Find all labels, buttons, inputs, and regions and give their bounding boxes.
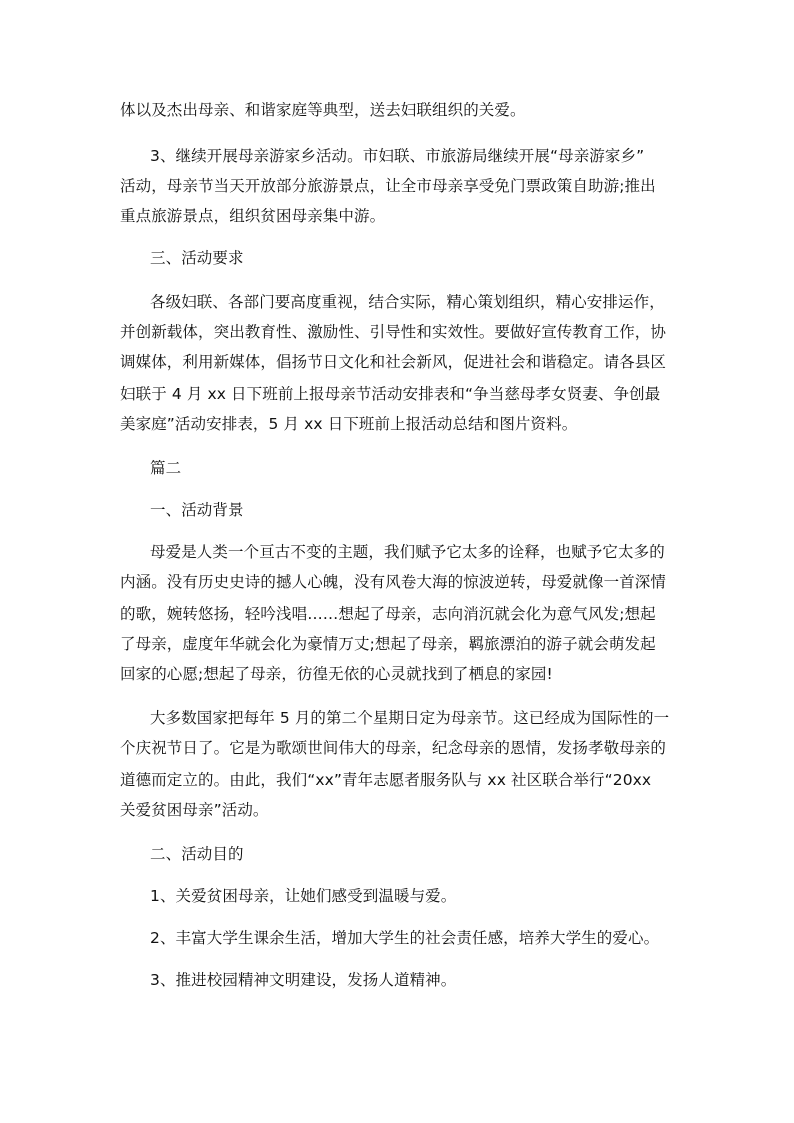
paragraph-line: 了母亲，虚度年华就会化为豪情万丈;想起了母亲，羁旅漂泊的游子就会萌发起 <box>120 635 656 653</box>
paragraph-line: 回家的心愿;想起了母亲，彷徨无依的心灵就找到了栖息的家园! <box>120 665 553 683</box>
list-item: 2、丰富大学生课余生活，增加大学生的社会责任感，培养大学生的爱心。 <box>150 929 660 947</box>
paragraph-line: 内涵。没有历史史诗的撼人心魄，没有风卷大海的惊波逆转，母爱就像一首深情 <box>120 573 667 591</box>
paragraph-line: 活动，母亲节当天开放部分旅游景点，让全市母亲享受免门票政策自助游;推出 <box>120 177 656 195</box>
paragraph-line: 妇联于 4 月 xx 日下班前上报母亲节活动安排表和“争当慈母孝女贤妻、争创最 <box>120 385 661 403</box>
paragraph-line: 个庆祝节日了。它是为歌颂世间伟大的母亲，纪念母亲的恩情，发扬孝敬母亲的 <box>120 739 667 757</box>
paragraph-line: 大多数国家把每年 5 月的第二个星期日定为母亲节。这已经成为国际性的一 <box>150 709 670 727</box>
paragraph-line: 美家庭”活动安排表，5 月 xx 日下班前上报活动总结和图片资料。 <box>120 415 578 433</box>
paragraph-line: 重点旅游景点，组织贫困母亲集中游。 <box>120 207 386 225</box>
paragraph-line: 关爱贫困母亲”活动。 <box>120 801 269 819</box>
paragraph-line: 调媒体，利用新媒体，倡扬节日文化和社会新风，促进社会和谐稳定。请各县区 <box>120 353 667 371</box>
section-heading: 三、活动要求 <box>150 249 244 267</box>
paragraph-line: 体以及杰出母亲、和谐家庭等典型，送去妇联组织的关爱。 <box>120 101 526 119</box>
list-item: 3、推进校园精神文明建设，发扬人道精神。 <box>150 971 457 989</box>
paragraph-line: 各级妇联、各部门要高度重视，结合实际，精心策划组织，精心安排运作， <box>150 293 665 311</box>
paragraph-line: 的歌，婉转悠扬，轻吟浅唱……想起了母亲，志向消沉就会化为意气风发;想起 <box>120 605 656 623</box>
section-heading: 二、活动目的 <box>150 845 244 863</box>
section-heading: 篇二 <box>150 459 182 477</box>
list-item: 1、关爱贫困母亲，让她们感受到温暖与爱。 <box>150 887 457 905</box>
paragraph-line: 母爱是人类一个亘古不变的主题，我们赋予它太多的诠释，也赋予它太多的 <box>150 543 665 561</box>
section-heading: 一、活动背景 <box>150 501 244 519</box>
paragraph-line: 并创新载体，突出教育性、激励性、引导性和实效性。要做好宣传教育工作，协 <box>120 323 667 341</box>
paragraph-line: 道德而定立的。由此，我们“xx”青年志愿者服务队与 xx 社区联合举行“20xx <box>120 771 652 789</box>
paragraph-line: 3、继续开展母亲游家乡活动。市妇联、市旅游局继续开展“母亲游家乡” <box>150 147 645 165</box>
